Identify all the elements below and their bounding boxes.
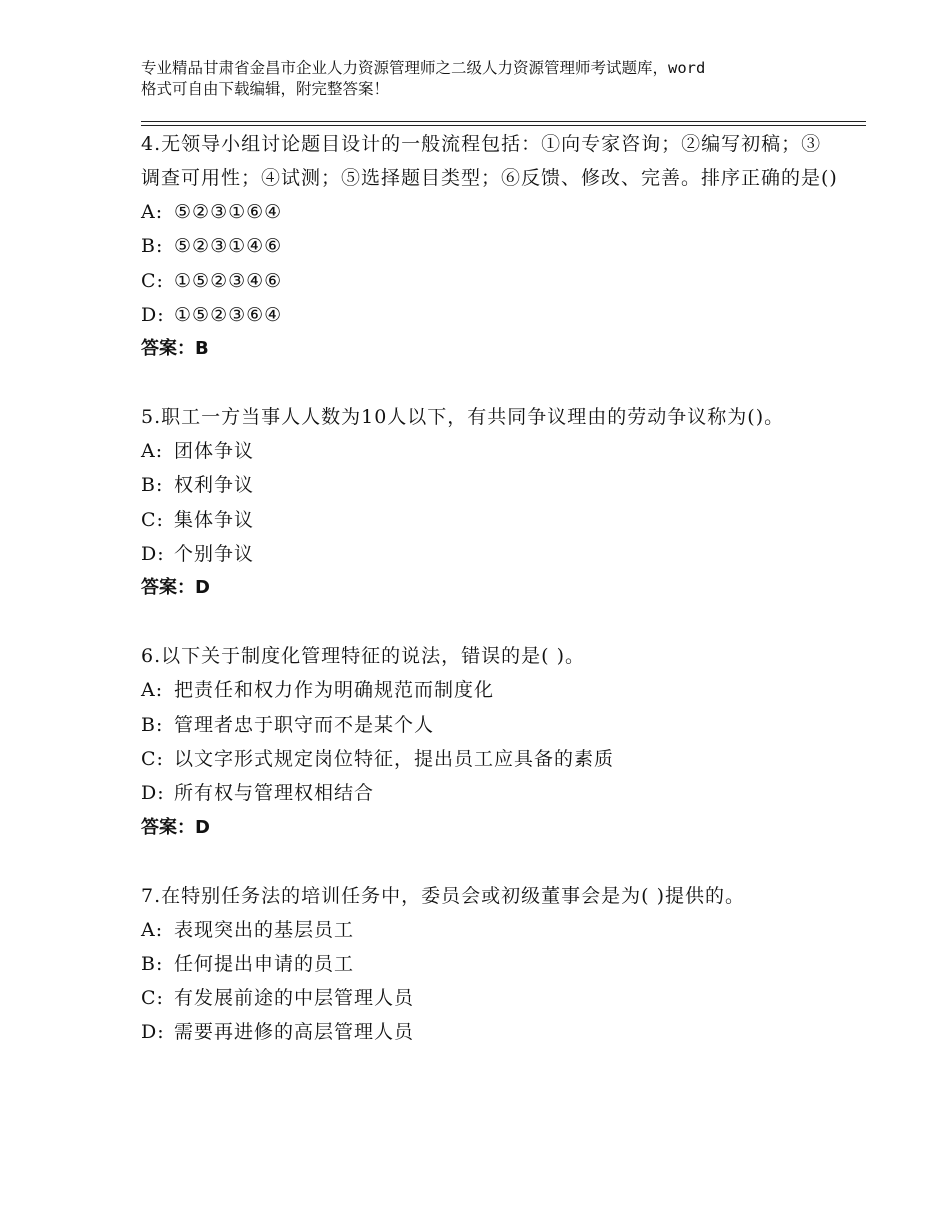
- question-stem: 5.职工一方当事人人数为10人以下，有共同争议理由的劳动争议称为()。: [141, 406, 785, 429]
- option-text: 管理者忠于职守而不是某个人: [174, 713, 435, 736]
- option-c: [141, 742, 841, 776]
- option-text: ①⑤②③④⑥: [174, 269, 283, 292]
- option-text: 权利争议: [174, 474, 255, 497]
- question-stem: 4.无领导小组讨论题目设计的一般流程包括：①向专家咨询；②编写初稿；③调查可用性；④试测；⑤选择题目类型；⑥反馈、修改、完善。排序正确的是(): [141, 133, 838, 189]
- option-b: [141, 468, 841, 502]
- question-4: [141, 127, 841, 366]
- option-letter: A:: [141, 440, 164, 463]
- option-letter: B:: [141, 952, 164, 975]
- question-stem: 7.在特别任务法的培训任务中，委员会或初级董事会是为( )提供的。: [141, 884, 745, 907]
- option-d: [141, 298, 841, 332]
- option-c: [141, 503, 841, 537]
- option-letter: D:: [141, 782, 165, 805]
- option-text: 所有权与管理权相结合: [174, 782, 375, 805]
- option-c: [141, 264, 841, 298]
- option-b: [141, 708, 841, 742]
- option-letter: A:: [141, 918, 164, 941]
- option-a: [141, 195, 841, 229]
- option-letter: C:: [141, 508, 164, 531]
- option-letter: A:: [141, 201, 164, 223]
- header-divider: [141, 121, 866, 126]
- option-a: [141, 913, 841, 947]
- option-d: [141, 1015, 841, 1049]
- option-text: 个别争议: [174, 543, 255, 566]
- option-letter: B:: [141, 474, 164, 497]
- header-line-2: 格式可自由下载编辑，附完整答案！: [141, 80, 390, 98]
- option-a: [141, 434, 841, 468]
- option-d: [141, 776, 841, 810]
- answer-line: 答案：D: [141, 816, 210, 838]
- answer-line: 答案：B: [141, 338, 209, 360]
- option-letter: C:: [141, 987, 164, 1010]
- option-letter: D:: [141, 543, 165, 566]
- option-letter: A:: [141, 679, 164, 702]
- option-text: 需要再进修的高层管理人员: [174, 1021, 415, 1044]
- question-7: [141, 879, 841, 1050]
- option-text: 以文字形式规定岗位特征，提出员工应具备的素质: [174, 747, 615, 770]
- option-letter: C:: [141, 269, 164, 292]
- option-text: ①⑤②③⑥④: [174, 303, 283, 326]
- option-letter: B:: [141, 713, 164, 736]
- question-stem: 6.以下关于制度化管理特征的说法，错误的是( )。: [141, 645, 585, 668]
- option-letter: D:: [141, 1021, 165, 1044]
- spacer: [141, 845, 841, 879]
- option-c: [141, 981, 841, 1015]
- option-text: ⑤②③①④⑥: [174, 235, 283, 258]
- option-letter: B:: [141, 235, 164, 258]
- answer-line: 答案：D: [141, 577, 210, 599]
- header-line-1: 专业精品甘肃省金昌市企业人力资源管理师之二级人力资源管理师考试题库，word: [141, 59, 706, 77]
- option-a: [141, 673, 841, 707]
- spacer: [141, 366, 841, 400]
- option-text: 有发展前途的中层管理人员: [174, 987, 415, 1010]
- question-list: [141, 127, 841, 1050]
- question-6: [141, 639, 841, 844]
- option-text: 团体争议: [174, 440, 255, 463]
- option-text: 把责任和权力作为明确规范而制度化: [174, 679, 495, 702]
- option-text: 任何提出申请的员工: [174, 952, 355, 975]
- question-5: [141, 400, 841, 605]
- option-b: [141, 229, 841, 263]
- option-text: 表现突出的基层员工: [174, 918, 355, 941]
- option-text: 集体争议: [174, 508, 255, 531]
- option-letter: C:: [141, 747, 164, 770]
- option-d: [141, 537, 841, 571]
- document-header: [141, 58, 841, 100]
- option-letter: D:: [141, 303, 165, 326]
- option-text: ⑤②③①⑥④: [174, 201, 283, 223]
- spacer: [141, 605, 841, 639]
- option-b: [141, 947, 841, 981]
